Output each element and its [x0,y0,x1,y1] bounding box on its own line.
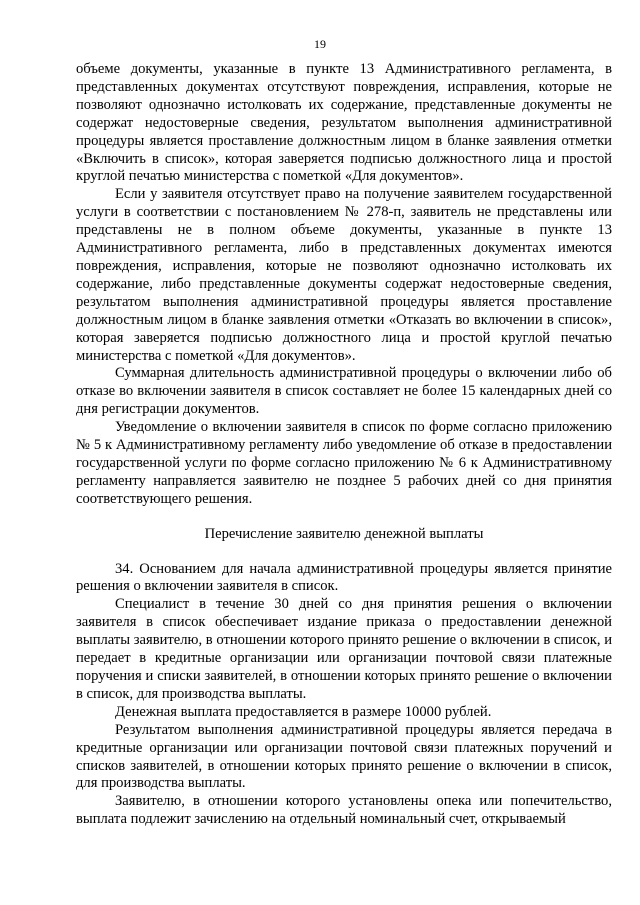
paragraph-procedure-duration: Суммарная длительность административной процедуры о включении либо об отказе во включении заявителя в список составляет не более 15 календарных дней со дня регистрации документов. [76,365,612,418]
paragraph-procedure-result: Результатом выполнения административной процедуры является передача в кредитные организации или организации почтовой связи платежных поручений и списков заявителей, в отношении которых принято решение о включении в список, для производства выплаты. [76,721,612,792]
paragraph-guardianship: Заявителю, в отношении которого установлены опека или попечительство, выплата подлежит зачислению на отдельный номинальный счет, открываемый [76,793,612,828]
document-body [76,61,612,829]
paragraph-notification: Уведомление о включении заявителя в список по форме согласно приложению № 5 к Административному регламенту либо уведомление об отказе в предоставлении государственной услуги по форме согласно приложению № 6 к Административному регламенту направляется заявителю не позднее 5 рабочих дней со дня принятия соответствующего решения. [76,419,612,507]
page-number: 19 [314,37,326,51]
section-heading: Перечисление заявителю денежной выплаты [204,525,484,542]
paragraph-continuation: объеме документы, указанные в пункте 13 Административного регламента, в представленных документах отсутствуют повреждения, исправления, которые не позволяют однозначно истолковать их содержание, представленные документы не содержат недостоверные сведения, результатом выполнения административной процедуры является проставление должностным лицом в бланке заявления отметки «Включить в список», которая заверяется подписью должностного лица и простой круглой печатью министерства с пометкой «Для документов». [76,61,612,185]
paragraph-item-34: 34. Основанием для начала административной процедуры является принятие решения о включении заявителя в список. [76,560,612,595]
paragraph-refusal-conditions: Если у заявителя отсутствует право на получение заявителем государственной услуги в соответствии с постановлением № 278-п, заявитель не представлены или представлены не в полном объеме документы, указанные в пункте 13 Административного регламента, либо в представленных документах имеются повреждения, исправления, которые не позволяют однозначно истолковать их содержание, либо представленные документы содержат недостоверные сведения, результатом выполнения административной процедуры является проставление должностным лицом в бланке заявления отметки «Отказать во включении в список», которая заверяется подписью должностного лица и простой круглой печатью министерства с пометкой «Для документов». [76,186,612,364]
paragraph-payment-amount: Денежная выплата предоставляется в размере 10000 рублей. [115,703,492,720]
paragraph-specialist-duties: Специалист в течение 30 дней со дня принятия решения о включении заявителя в список обеспечивает издание приказа о предоставлении денежной выплаты заявителю, в отношении которого принято решение о включении в список, и передает в кредитные организации или организации почтовой связи платежные поручения и списки заявителей, в отношении которых принято решение о включении в список, для производства выплаты. [76,596,612,702]
